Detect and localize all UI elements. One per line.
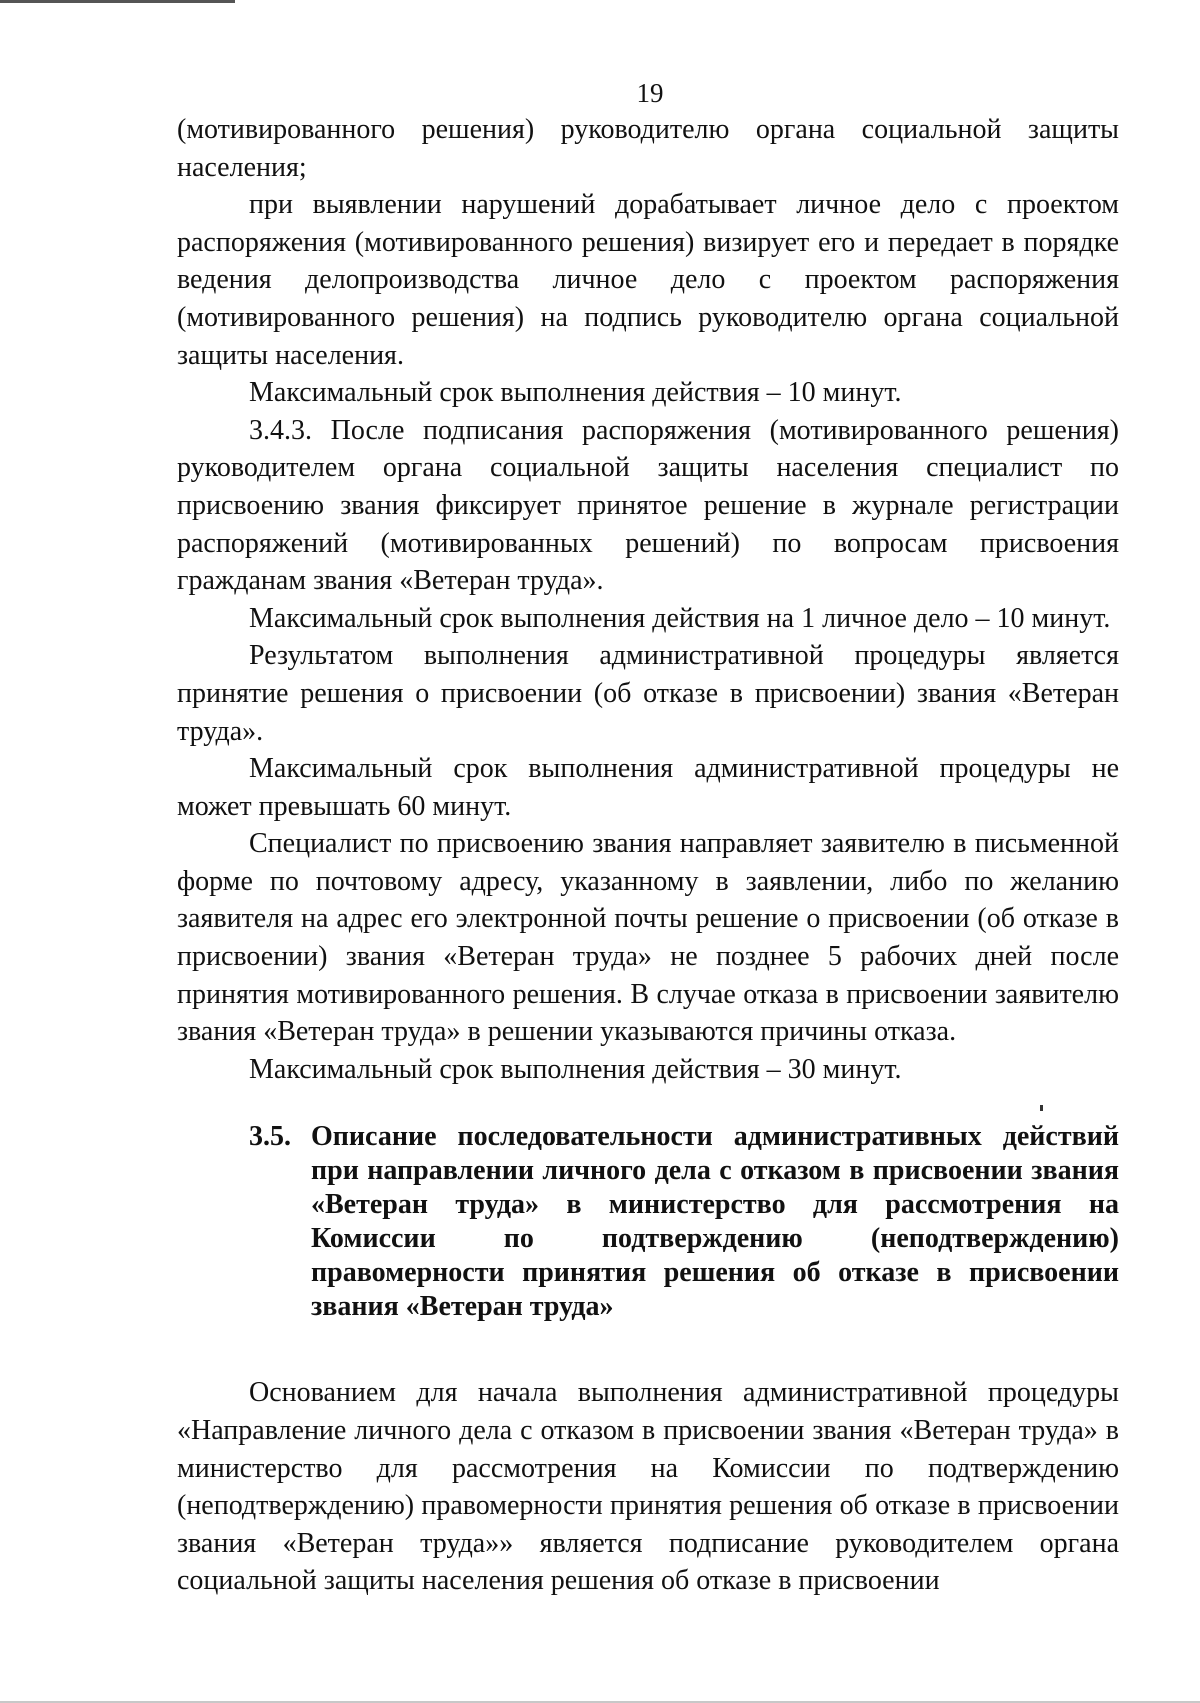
body-paragraph: Максимальный срок выполнения действия – 10 минут.: [249, 377, 902, 409]
scan-artifact-mark: [1040, 1105, 1043, 1111]
body-paragraph: Специалист по присвоению звания направляет заявителю в письменной форме по почтовому адресу, указанному в заявлении, либо по желанию заявителя на адрес его электронной почты решение о присвоении (об отказе в присвоении) звания «Ветеран труда» не позднее 5 рабочих дней после принятия мотивированного решения. В случае отказа в присвоении заявителю звания «Ветеран труда» в решении указываются причины отказа.: [177, 828, 1119, 1048]
body-paragraph: Результатом выполнения административной процедуры является принятие решения о присвоении (об отказе в присвоении) звания «Ветеран труда».: [177, 640, 1119, 747]
page-number: 19: [636, 78, 664, 108]
body-paragraph: 3.4.3. После подписания распоряжения (мотивированного решения) руководителем органа социальной защиты населения специалист по присвоению звания фиксирует принятое решение в журнале регистрации распоряжений (мотивированных решений) по вопросам присвоения гражданам звания «Ветеран труда».: [177, 414, 1119, 597]
paragraphs-after-heading: [177, 1374, 1119, 1600]
body-paragraph: Максимальный срок выполнения действия – 30 минут.: [249, 1053, 902, 1085]
body-paragraph: Максимальный срок выполнения административной процедуры не может превышать 60 минут.: [177, 753, 1119, 822]
section-heading-number: 3.5.: [249, 1121, 291, 1153]
scan-top-edge: [0, 0, 235, 3]
paragraphs-before-heading: [177, 111, 1119, 1088]
body-paragraph: Основанием для начала выполнения административной процедуры «Направление личного дела с отказом в присвоении звания «Ветеран труда» в министерство для рассмотрения на Комиссии по подтверждению (неподтверждению) правомерности принятия решения об отказе в присвоении звания «Ветеран труда»» является подписание руководителем органа социальной защиты населения решения об отказе в присвоении: [177, 1377, 1119, 1597]
section-heading-text: Описание последовательности административных действий при направлении личного дела с отказом в присвоении звания «Ветеран труда» в министерство для рассмотрения на Комиссии по подтверждению (неподтверждению) правомерности принятия решения об отказе в присвоении звания «Ветеран труда»: [311, 1121, 1119, 1323]
section-heading: [177, 1120, 1119, 1324]
document-body: [177, 111, 1119, 1600]
body-paragraph: при выявлении нарушений дорабатывает личное дело с проектом распоряжения (мотивированного решения) визирует его и передает в порядке ведения делопроизводства личное дело с проектом распоряжения (мотивированного решения) на подпись руководителю органа социальной защиты населения.: [177, 189, 1119, 371]
body-paragraph: (мотивированного решения) руководителю органа социальной защиты населения;: [177, 114, 1119, 183]
body-paragraph: Максимальный срок выполнения действия на 1 личное дело – 10 минут.: [249, 602, 1111, 634]
